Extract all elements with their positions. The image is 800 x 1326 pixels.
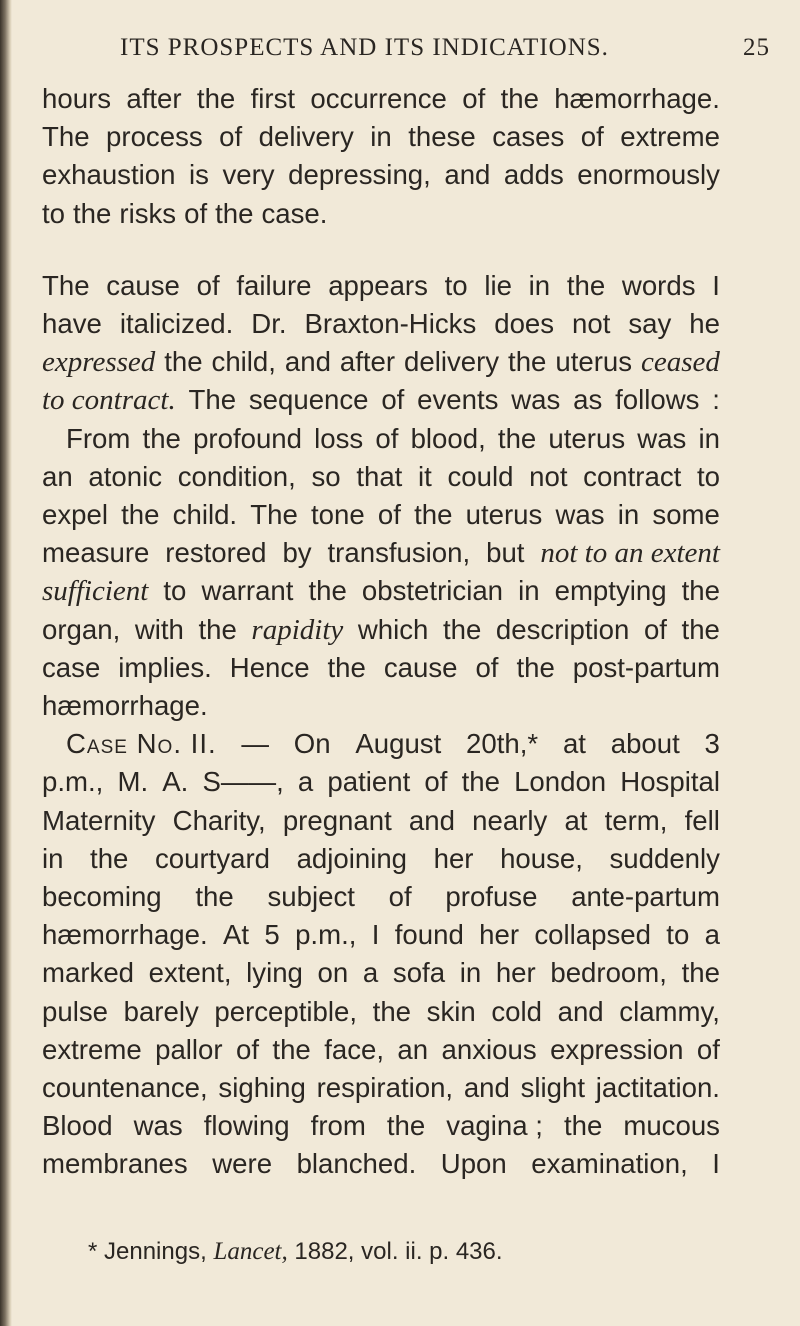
word: of (424, 766, 448, 798)
word: examination, (531, 1148, 688, 1180)
word: was (511, 384, 561, 416)
word: about (610, 728, 680, 760)
word: found (394, 919, 464, 951)
word: of (196, 269, 220, 301)
text-line (42, 878, 720, 916)
word: and (463, 1072, 510, 1104)
word: to (696, 460, 720, 492)
word: was (555, 499, 605, 531)
footnote-details: 1882, vol. ii. p. 436. (294, 1238, 503, 1265)
word: organ, (42, 613, 121, 645)
word: blanched. (296, 1148, 417, 1180)
word: a (704, 919, 720, 951)
word: depressing, (288, 159, 431, 191)
word: the (500, 83, 539, 114)
word: in (42, 842, 64, 874)
text-line (42, 993, 720, 1031)
word: On (293, 728, 331, 760)
text-line (42, 687, 720, 725)
word: p.m., (295, 919, 357, 951)
word: lying (246, 957, 303, 989)
word: becoming (42, 881, 162, 913)
word: the (164, 346, 203, 378)
word: does (494, 308, 555, 340)
word: in (698, 422, 720, 454)
word: from (310, 1110, 366, 1142)
body-text (42, 80, 720, 1184)
text-line (42, 458, 720, 496)
word: have (42, 308, 102, 340)
word: S——, (202, 766, 284, 798)
word: profound (193, 422, 302, 454)
word: uterus (465, 499, 543, 531)
word: ceased (640, 346, 720, 379)
word: of (375, 422, 399, 454)
word: nearly (472, 804, 548, 836)
word: measure (42, 537, 150, 569)
word: of (388, 881, 412, 913)
word: barely (123, 995, 199, 1027)
word: was (637, 422, 687, 454)
text-line (42, 763, 720, 801)
word: I (371, 919, 380, 951)
word: transfusion, (327, 537, 471, 569)
word: child, (211, 346, 276, 378)
word: uterus (548, 422, 626, 454)
text-line (42, 649, 720, 687)
word: marked (42, 957, 135, 989)
word: her (479, 919, 520, 951)
word: occurrence (310, 83, 447, 114)
text-line (42, 1107, 720, 1145)
word: that (356, 460, 403, 492)
word: and (557, 995, 604, 1027)
text-line (42, 954, 720, 992)
word: subject (267, 881, 355, 913)
word: The (42, 121, 90, 153)
word: hæmorrhage. (554, 83, 720, 114)
word: : (712, 384, 720, 416)
footnote-marker: * (88, 1238, 98, 1265)
word: expression (550, 1033, 684, 1065)
word: Blood (42, 1110, 113, 1142)
word: Braxton-Hicks (304, 308, 477, 340)
word: case. (261, 197, 328, 229)
word: say (628, 308, 672, 340)
word: Charity, (172, 804, 266, 836)
word: sufficient (42, 575, 149, 608)
word: failure (236, 269, 312, 301)
text-line (42, 840, 720, 878)
word: in (617, 499, 640, 531)
footnote-author: Jennings, (104, 1238, 207, 1265)
word: the (308, 575, 347, 607)
word: hæmorrhage. (42, 690, 208, 722)
word: post-partum (572, 651, 720, 683)
text-line (42, 725, 720, 763)
word: of (475, 651, 499, 683)
word: the (90, 842, 129, 874)
word: was (133, 1110, 183, 1142)
text-line (42, 802, 720, 840)
word: expressed (42, 346, 156, 379)
word: condition, (177, 460, 296, 492)
word: I (712, 1148, 720, 1180)
word: ante-partum (571, 881, 720, 913)
word: by (282, 537, 312, 569)
word: implies. (118, 651, 212, 683)
word: delivery (258, 121, 354, 153)
word: first (250, 83, 296, 114)
word: M. (117, 766, 149, 798)
word: and (444, 159, 491, 191)
word: sighing (218, 1072, 306, 1104)
word: the (196, 83, 236, 114)
word: p.m., (42, 766, 104, 798)
word: it (418, 460, 432, 492)
text-line (42, 118, 720, 156)
text-line (42, 80, 720, 118)
word: atonic (88, 460, 163, 492)
word: appears (328, 269, 428, 301)
word: the (414, 499, 453, 531)
word: uterus (555, 346, 633, 378)
word: of (219, 121, 243, 153)
word: The (188, 384, 237, 416)
word: The (42, 269, 90, 301)
word: expel (42, 499, 108, 531)
word: Hence (229, 651, 310, 683)
word: cause (383, 651, 458, 683)
word: but (486, 537, 525, 569)
word: in (528, 269, 551, 301)
text-line (42, 534, 720, 572)
word: obstetrician (361, 575, 504, 607)
word: profuse (445, 881, 538, 913)
word: restored (165, 537, 267, 569)
word: countenance, (42, 1072, 208, 1104)
word: slight (520, 1072, 586, 1104)
word: vagina ; (446, 1110, 543, 1142)
word: a (362, 957, 379, 989)
word: contract (583, 460, 682, 492)
word: cause (106, 269, 180, 301)
word: term, (604, 804, 668, 836)
word: with (134, 613, 184, 645)
word: he (689, 308, 720, 340)
word: adds (503, 159, 564, 191)
text-line (42, 381, 720, 419)
word: membranes (42, 1148, 188, 1180)
word: fell (684, 804, 720, 836)
paragraph-gap (42, 233, 720, 267)
word: the (516, 651, 555, 683)
word: the (272, 1033, 311, 1065)
word: these (408, 121, 476, 153)
word: risks (119, 197, 177, 229)
word: the (566, 269, 606, 301)
word: hours (42, 83, 112, 114)
running-head-title: ITS PROSPECTS AND ITS INDICATIONS. (120, 34, 609, 61)
text-line (42, 267, 720, 305)
word: bedroom, (550, 957, 667, 989)
word: not to an extent (540, 537, 720, 570)
word: cases (492, 121, 565, 153)
word: sofa (392, 957, 446, 989)
word: in (370, 121, 392, 153)
word: blood, (410, 422, 486, 454)
word: an (42, 460, 73, 492)
word: From (66, 422, 131, 454)
word: the (461, 766, 500, 798)
word: The (250, 499, 298, 531)
word: respiration, (316, 1072, 454, 1104)
word: the (681, 957, 720, 989)
word: perceptible, (214, 995, 358, 1027)
word: delivery (404, 346, 500, 378)
word: the (121, 499, 160, 531)
text-line (42, 420, 720, 458)
word: sequence (248, 384, 369, 416)
word: the (327, 651, 366, 683)
word: A. (162, 766, 189, 798)
word: anxious (441, 1033, 537, 1065)
text-line (42, 611, 720, 649)
text-line (42, 1069, 720, 1107)
word: events (417, 384, 499, 416)
word: emptying (554, 575, 667, 607)
word: not (572, 308, 611, 340)
word: the (497, 422, 537, 454)
word: pulse (42, 995, 108, 1027)
word: is (189, 159, 209, 191)
word: in (459, 957, 482, 989)
text-line (42, 916, 720, 954)
word: as (573, 384, 603, 416)
word: case (42, 651, 101, 683)
word: Case No. II. (66, 728, 217, 760)
footnote (88, 1238, 503, 1266)
word: the (372, 995, 412, 1027)
word: I (712, 269, 720, 301)
text-line (42, 572, 720, 610)
word: of (184, 197, 208, 229)
word: at (562, 728, 586, 760)
word: enormously (577, 159, 720, 191)
word: of (381, 384, 405, 416)
word: clammy, (619, 995, 720, 1027)
text-line (42, 195, 720, 233)
word: follows (615, 384, 700, 416)
word: extent, (148, 957, 232, 989)
word: the (142, 422, 181, 454)
word: hæmorrhage. (42, 919, 208, 951)
word: courtyard (154, 842, 270, 874)
word: patient (327, 766, 411, 798)
word: the (681, 575, 720, 607)
word: house, (500, 842, 583, 874)
word: — (241, 728, 270, 760)
word: of (462, 83, 486, 114)
word: the (73, 197, 112, 229)
word: so (311, 460, 341, 492)
word: her (433, 842, 474, 874)
word: the (508, 346, 547, 378)
word: the (386, 1110, 426, 1142)
word: of (643, 613, 667, 645)
running-head (120, 34, 770, 62)
word: were (212, 1148, 273, 1180)
word: collapsed (534, 919, 651, 951)
word: warrant (201, 575, 294, 607)
word: the (215, 197, 254, 229)
word: and (408, 804, 455, 836)
word: on (317, 957, 349, 989)
word: words (621, 269, 696, 301)
word: and (284, 346, 331, 378)
word: suddenly (609, 842, 720, 874)
word: the (442, 613, 482, 645)
word: a (297, 766, 314, 798)
word: of (236, 1033, 260, 1065)
word: jactitation. (595, 1072, 720, 1104)
word: At (222, 919, 250, 951)
word: after (339, 346, 396, 378)
word: the (198, 613, 237, 645)
word: at (564, 804, 588, 836)
word: Maternity (42, 804, 156, 836)
word: the (563, 1110, 603, 1142)
word: could (447, 460, 514, 492)
word: an (397, 1033, 429, 1065)
word: Upon (440, 1148, 507, 1180)
word: of (696, 1033, 720, 1065)
word: London (514, 766, 607, 798)
word: Dr. (251, 308, 287, 340)
word: mucous (623, 1110, 720, 1142)
word: not (529, 460, 568, 492)
word: which (357, 613, 429, 645)
word: some (652, 499, 720, 531)
word: her (495, 957, 536, 989)
word: August (355, 728, 442, 760)
word: pallor (155, 1033, 223, 1065)
word: to (666, 919, 690, 951)
word: 20th,* (466, 728, 539, 760)
word: of (377, 499, 401, 531)
word: description (495, 613, 630, 645)
text-line (42, 496, 720, 534)
word: 5 (264, 919, 280, 951)
word: loss (314, 422, 364, 454)
word: skin (426, 995, 476, 1027)
word: to (163, 575, 187, 607)
word: in (518, 575, 540, 607)
word: pregnant (282, 804, 392, 836)
word: exhaustion (42, 159, 176, 191)
word: cold (491, 995, 542, 1027)
word: adjoining (296, 842, 408, 874)
word: italicized. (119, 308, 234, 340)
word: tone (311, 499, 365, 531)
word: Hospital (620, 766, 720, 798)
word: rapidity (251, 613, 344, 646)
word: very (222, 159, 275, 191)
word: of (580, 121, 604, 153)
word: extreme (42, 1033, 142, 1065)
word: 3 (704, 728, 720, 760)
text-line (42, 156, 720, 194)
word: child. (172, 499, 238, 531)
word: to (42, 197, 66, 229)
word: to (444, 269, 468, 301)
word: the (195, 881, 234, 913)
word: face, (324, 1033, 385, 1065)
word: lie (484, 269, 512, 301)
word: the (681, 613, 720, 645)
text-line (42, 1031, 720, 1069)
word: after (126, 83, 182, 114)
word: flowing (203, 1110, 290, 1142)
page-number: 25 (743, 34, 770, 61)
word: to contract. (42, 384, 176, 417)
text-line (42, 343, 720, 381)
word: extreme (620, 121, 720, 153)
text-line (42, 1145, 720, 1183)
word: process (106, 121, 203, 153)
text-line (42, 305, 720, 343)
footnote-journal: Lancet, (213, 1238, 288, 1265)
